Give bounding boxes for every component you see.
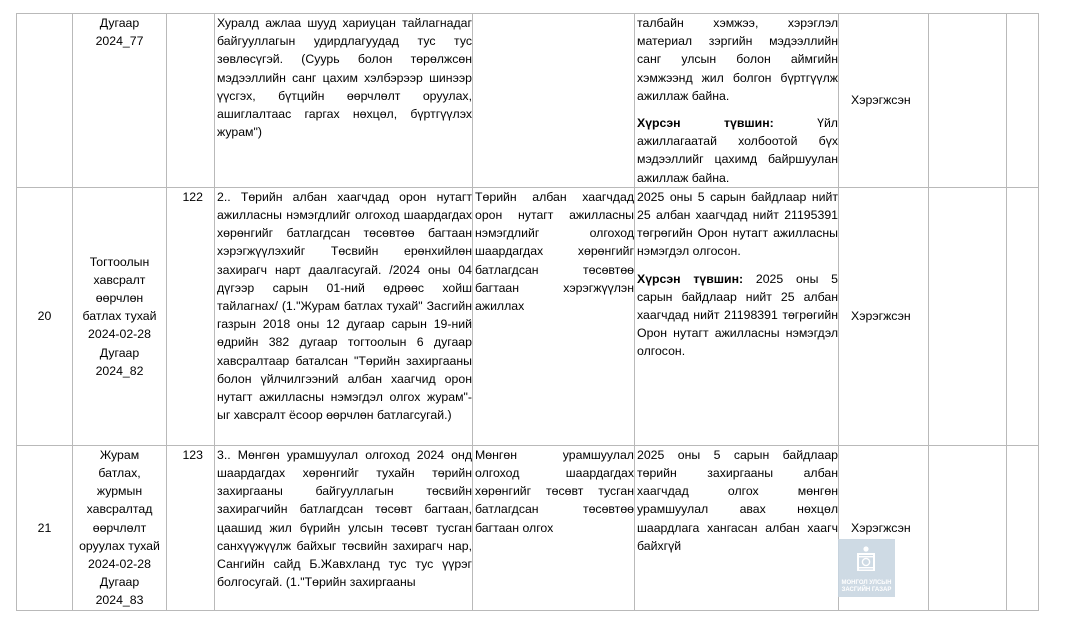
progress-text xyxy=(635,187,839,445)
achieved-text: Үйл ажиллагаатай холбоотой бүх мэдээллийг цахимд байршуулан ажиллаж байна. xyxy=(637,116,838,185)
resolution-title xyxy=(73,14,167,188)
row-number: 20 xyxy=(17,187,73,445)
action-text: Төрийн албан хаагчдад орон нутагт ажилласны нэмэгдлийг олгоход шаардагдах хөрөнгийг батлагдсан төсөвтөө багтаан хэрэгжүүлэн ажиллах xyxy=(473,187,635,445)
progress-paragraph: 2025 оны 5 сарын байдлаар төрийн захиргааны албан хаагчдад олгох мөнгөн урамшуулал авах нөхцөл шаардлага хангасан албан хаагч байхгүй xyxy=(637,447,838,553)
achieved-label: Хүрсэн түвшин: xyxy=(637,271,744,286)
item-code: 122 xyxy=(167,187,215,445)
decision-text: 3.. Мөнгөн урамшуулал олгоход 2024 онд шаардагдах хөрөнгийг тухайн төрийн захиргааны байгууллагын төсвийн захирагчийн батлагдсан төсөвт багтаан, цаашид жил бүрийн улсын төсөвт тусган санхүүжүүлж байхыг төсвийн захирагч нар, Сангийн сайд Б.Жавхланд тус тус үүрэг болгосугай. (1."Төрийн захиргааны xyxy=(215,445,473,610)
government-seal xyxy=(838,539,895,597)
title-line: 2024_77 xyxy=(95,34,144,49)
empty-cell xyxy=(929,14,1007,188)
progress-text xyxy=(635,445,839,610)
decision-text: Хуралд ажлаа шууд хариуцан тайлагнадаг байгууллагын удирдлагуудад тус тус зөвлөсүгэй. (Суурь болон төрөлжсөн мэдээллийн санг цахим хэлбэрээр шинээр үүсгэх, бүтцийн өөрчлөлт оруулах, ашиглалтаас гаргах нөхцөл, бүртгүүлэх журам") xyxy=(215,14,473,188)
title-line: Дугаар xyxy=(99,345,140,360)
status-cell: Хэрэгжсэн xyxy=(839,14,929,188)
title-line: 2024_83 xyxy=(95,593,144,608)
seal-line-2: ЗАСГИЙН ГАЗАР xyxy=(841,587,892,593)
achieved-text: 2025 оны 5 сарын байдлаар нийт 25 албан хаагчдад нийт 21198391 төгрөгийн Орон нутагт ажилласны нэмэгдэл олгосон. xyxy=(637,271,838,359)
title-line: журмын xyxy=(96,484,143,499)
achieved-level xyxy=(637,114,838,187)
seal-line-1: МОНГОЛ УЛСЫН xyxy=(841,580,892,586)
progress-paragraph: талбайн хэмжээ, хэрэглэл материал зэргийн мэдээллийн санг улсын болон аймгийн хэмжээнд жил болгон бүртгүүлж ажиллаж байна. xyxy=(637,16,838,103)
decision-table xyxy=(16,13,1039,611)
row-number xyxy=(17,14,73,188)
title-line: хавсралт xyxy=(93,272,146,287)
table-row xyxy=(17,14,1039,188)
decision-text: 2.. Төрийн албан хаагчдад орон нутагт ажилласны нэмэгдлийг олгоход шаардагдах хөрөнгийг батлагдсан төсөвтөө багтаан хэрэгжүүлэхийг Төсвийн ерөнхийлөн захирагч нарт даалгасугай. /2024 оны 04 дүгээр сарын 01-ний өдрөөс хойш тайлагнах/ (1."Журам батлах тухай" Засгийн газрын 2018 оны 12 дугаар сарын 19-ний өдрийн 382 дугаар тогтоолын 6 дугаар хавсралтаар баталсан "Төрийн захиргааны болон үйлчилгээний албан хаагчид орон нутагт ажилласны нэмэгдэл олгох журам"-ыг хавсралт ёсоор өөрчлөн батлагсугай.) xyxy=(215,187,473,445)
title-line: батлах, xyxy=(98,466,141,481)
progress-text xyxy=(635,14,839,188)
title-line: 2024-02-28 xyxy=(88,557,151,572)
table-row xyxy=(17,187,1039,445)
title-line: 2024-02-28 xyxy=(88,327,151,342)
achieved-label: Хүрсэн түвшин: xyxy=(637,116,774,131)
resolution-title xyxy=(73,445,167,610)
status-cell: Хэрэгжсэн xyxy=(839,187,929,445)
empty-cell xyxy=(1007,14,1039,188)
action-text xyxy=(473,14,635,188)
title-line: хавсралтад xyxy=(86,502,153,517)
empty-cell xyxy=(929,187,1007,445)
item-code: 123 xyxy=(167,445,215,610)
title-line: оруулах тухай xyxy=(79,538,160,553)
title-line: Тогтоолын xyxy=(89,254,150,269)
title-line: Дугаар xyxy=(99,16,140,30)
empty-cell xyxy=(1007,187,1039,445)
title-line: өөрчлөлт xyxy=(92,520,147,535)
progress-paragraph: 2025 оны 5 сарын байдлаар нийт 25 албан хаагчдад нийт 21195391 төгрөгийн Орон нутагт ажилласны нэмэгдэл олгосон. xyxy=(637,189,838,259)
action-text: Мөнгөн урамшуулал олгоход шаардагдах хөрөнгийг төсөвт тусган батлагдсан төсөвтөө багтаан олгох xyxy=(473,445,635,610)
status-cell: Хэрэгжсэн xyxy=(839,445,929,610)
soyombo-emblem-icon xyxy=(856,545,876,573)
title-line: Журам xyxy=(99,447,140,462)
resolution-title xyxy=(73,187,167,445)
item-code xyxy=(167,14,215,188)
title-line: батлах тухай xyxy=(82,309,157,324)
empty-cell xyxy=(1007,445,1039,610)
title-line: 2024_82 xyxy=(95,363,144,378)
title-line: өөрчлөн xyxy=(95,291,144,306)
achieved-level xyxy=(637,270,838,361)
title-line: Дугаар xyxy=(99,575,140,590)
row-number: 21 xyxy=(17,445,73,610)
empty-cell xyxy=(929,445,1007,610)
